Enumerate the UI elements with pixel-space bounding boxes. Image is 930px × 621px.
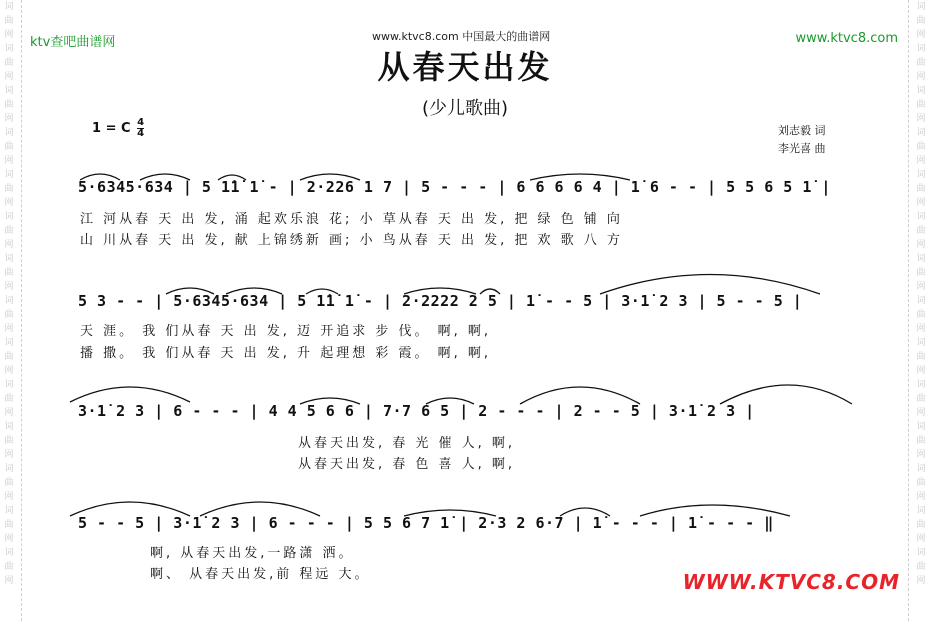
site-url-right[interactable]: www.ktvc8.com <box>795 31 898 46</box>
watermark-glyph: 词 <box>916 254 926 264</box>
watermark-glyph: 曲 <box>916 394 926 404</box>
watermark-glyph: 曲 <box>916 100 926 110</box>
watermark-glyph: 词 <box>4 128 14 138</box>
watermark-glyph: 词 <box>916 506 926 516</box>
watermark-glyph: 词 <box>916 128 926 138</box>
watermark-glyph: 曲 <box>4 520 14 530</box>
watermark-glyph: 网 <box>916 534 926 544</box>
watermark-glyph: 曲 <box>4 478 14 488</box>
slur <box>720 385 852 404</box>
watermark-glyph: 网 <box>916 576 926 586</box>
watermark-glyph: 词 <box>4 380 14 390</box>
watermark-glyph: 网 <box>916 198 926 208</box>
watermark-glyph: 网 <box>4 282 14 292</box>
watermark-glyph: 词 <box>4 464 14 474</box>
slur <box>166 288 214 294</box>
system-4-lyrics-verse-2: 啊、 从春天出发,前 程远 大。 <box>150 567 371 582</box>
watermark-glyph: 词 <box>916 170 926 180</box>
slur <box>530 174 630 180</box>
slur <box>200 502 320 516</box>
watermark-glyph: 词 <box>4 2 14 12</box>
system-4-notes: 5 - - 5 | 3·1̇ 2 3 | 6 - - - | 5 5 6 7 1̇ | 2·3 2 6·7 | 1̇ - - - | 1̇ - - - ‖ <box>78 514 774 532</box>
watermark-glyph: 曲 <box>4 562 14 572</box>
system-3-lyrics-verse-2: 从春天出发, 春 色 喜 人, 啊, <box>298 457 516 472</box>
footer-url-logo[interactable]: WWW.KTVC8.COM <box>682 570 900 594</box>
watermark-glyph: 词 <box>4 422 14 432</box>
watermark-glyph: 词 <box>4 170 14 180</box>
watermark-glyph: 词 <box>4 86 14 96</box>
slur <box>426 398 474 404</box>
system-4-lyrics-verse-1: 啊, 从春天出发,一路潇 洒。 <box>150 546 355 561</box>
watermark-glyph: 网 <box>4 156 14 166</box>
watermark-glyph: 词 <box>916 422 926 432</box>
watermark-glyph: 词 <box>916 380 926 390</box>
watermark-glyph: 曲 <box>916 58 926 68</box>
top-note: www.ktvc8.com 中国最大的曲谱网 <box>372 30 551 43</box>
song-title: 从春天出发 <box>377 48 553 86</box>
watermark-glyph: 曲 <box>4 352 14 362</box>
watermark-glyph: 网 <box>916 324 926 334</box>
slur <box>70 502 190 516</box>
watermark-glyph: 网 <box>4 576 14 586</box>
watermark-glyph: 曲 <box>916 478 926 488</box>
watermark-glyph: 词 <box>916 464 926 474</box>
watermark-glyph: 词 <box>916 86 926 96</box>
watermark-glyph: 词 <box>4 44 14 54</box>
watermark-glyph: 曲 <box>916 226 926 236</box>
slur <box>70 387 190 402</box>
watermark-glyph: 网 <box>4 114 14 124</box>
watermark-glyph: 网 <box>916 30 926 40</box>
watermark-glyph: 网 <box>4 72 14 82</box>
slur <box>480 289 500 294</box>
watermark-glyph: 网 <box>4 324 14 334</box>
watermark-glyph: 网 <box>916 240 926 250</box>
watermark-glyph: 网 <box>916 156 926 166</box>
watermark-glyph: 曲 <box>4 100 14 110</box>
watermark-glyph: 网 <box>916 366 926 376</box>
slur <box>140 174 190 180</box>
watermark-glyph: 网 <box>4 492 14 502</box>
watermark-glyph: 网 <box>4 198 14 208</box>
composer-credit: 李光喜 曲 <box>778 142 826 155</box>
watermark-glyph: 曲 <box>916 184 926 194</box>
lyricist-credit: 刘志毅 词 <box>778 124 826 137</box>
watermark-glyph: 词 <box>916 296 926 306</box>
watermark-glyph: 网 <box>916 72 926 82</box>
slur <box>306 289 338 294</box>
system-1-lyrics-verse-2: 山 川从春 天 出 发, 献 上锦绣新 画; 小 鸟从春 天 出 发, 把 欢 歌 八 方 <box>80 233 623 248</box>
slur <box>560 508 610 516</box>
song-subtitle: (少儿歌曲) <box>421 98 509 119</box>
system-3-notes: 3·1̇ 2 3 | 6 - - - | 4 4 5 6 6 | 7·7 6 5 | 2 - - - | 2 - - 5 | 3·1̇ 2 3 | <box>78 402 755 420</box>
watermark-glyph: 曲 <box>916 520 926 530</box>
watermark-glyph: 网 <box>4 408 14 418</box>
watermark-glyph: 网 <box>4 240 14 250</box>
watermark-glyph: 曲 <box>916 16 926 26</box>
watermark-glyph: 网 <box>916 492 926 502</box>
system-2-lyrics-verse-1: 天 涯。 我 们从春 天 出 发, 迈 开追求 步 伐。 啊, 啊, <box>80 324 491 339</box>
slur <box>300 174 360 180</box>
slur <box>520 387 640 404</box>
watermark-glyph: 词 <box>4 548 14 558</box>
watermark-glyph: 词 <box>4 212 14 222</box>
watermark-glyph: 曲 <box>916 436 926 446</box>
site-name-left[interactable]: ktv查吧曲谱网 <box>30 35 116 50</box>
watermark-glyph: 词 <box>916 338 926 348</box>
watermark-glyph: 词 <box>4 296 14 306</box>
watermark-glyph: 曲 <box>4 142 14 152</box>
watermark-glyph: 网 <box>4 450 14 460</box>
time-top: 4 <box>137 117 145 128</box>
watermark-glyph: 网 <box>4 366 14 376</box>
key-text: 1 = C <box>92 121 131 136</box>
system-3-lyrics-verse-1: 从春天出发, 春 光 催 人, 啊, <box>298 436 516 451</box>
watermark-glyph: 曲 <box>916 562 926 572</box>
watermark-glyph: 网 <box>916 408 926 418</box>
watermark-glyph: 曲 <box>916 352 926 362</box>
watermark-glyph: 曲 <box>4 436 14 446</box>
system-1-notes: 5·6345·634 | 5 1̇1̇ 1̇ - | 2·226 1 7 | 5 - - - | 6 6 6 6 4 | 1̇ 6 - - | 5 5 6 5 1̇ | <box>78 178 831 196</box>
system-1-lyrics-verse-1: 江 河从春 天 出 发, 涌 起欢乐浪 花; 小 草从春 天 出 发, 把 绿 色 铺 向 <box>80 212 623 227</box>
slur <box>80 174 120 180</box>
system-2-notes: 5 3 - - | 5·6345·634 | 5 1̇1̇ 1̇ - | 2·2222 2 5 | 1̇ - - 5 | 3·1̇ 2 3 | 5 - - 5 | <box>78 292 803 310</box>
slur <box>218 175 246 180</box>
watermark-glyph: 曲 <box>916 310 926 320</box>
watermark-glyph: 曲 <box>4 394 14 404</box>
watermark-glyph: 网 <box>916 282 926 292</box>
watermark-glyph: 词 <box>916 212 926 222</box>
system-2-lyrics-verse-2: 播 撒。 我 们从春 天 出 发, 升 起理想 彩 霞。 啊, 啊, <box>80 346 491 361</box>
watermark-glyph: 曲 <box>4 184 14 194</box>
slur <box>300 398 360 404</box>
slur <box>404 510 496 516</box>
watermark-glyph: 网 <box>4 30 14 40</box>
watermark-glyph: 网 <box>4 534 14 544</box>
watermark-glyph: 曲 <box>4 58 14 68</box>
watermark-glyph: 网 <box>916 450 926 460</box>
watermark-glyph: 曲 <box>4 16 14 26</box>
watermark-glyph: 词 <box>4 338 14 348</box>
watermark-glyph: 曲 <box>4 268 14 278</box>
time-bottom: 4 <box>137 128 145 139</box>
watermark-glyph: 词 <box>4 506 14 516</box>
watermark-glyph: 词 <box>916 2 926 12</box>
watermark-glyph: 曲 <box>4 226 14 236</box>
watermark-glyph: 曲 <box>916 268 926 278</box>
watermark-glyph: 词 <box>916 548 926 558</box>
slur <box>600 275 820 295</box>
watermark-glyph: 曲 <box>4 310 14 320</box>
watermark-glyph: 曲 <box>916 142 926 152</box>
slur <box>404 288 476 294</box>
watermark-glyph: 词 <box>916 44 926 54</box>
watermark-glyph: 词 <box>4 254 14 264</box>
slur <box>640 505 790 516</box>
slur <box>226 288 282 294</box>
watermark-glyph: 网 <box>916 114 926 124</box>
